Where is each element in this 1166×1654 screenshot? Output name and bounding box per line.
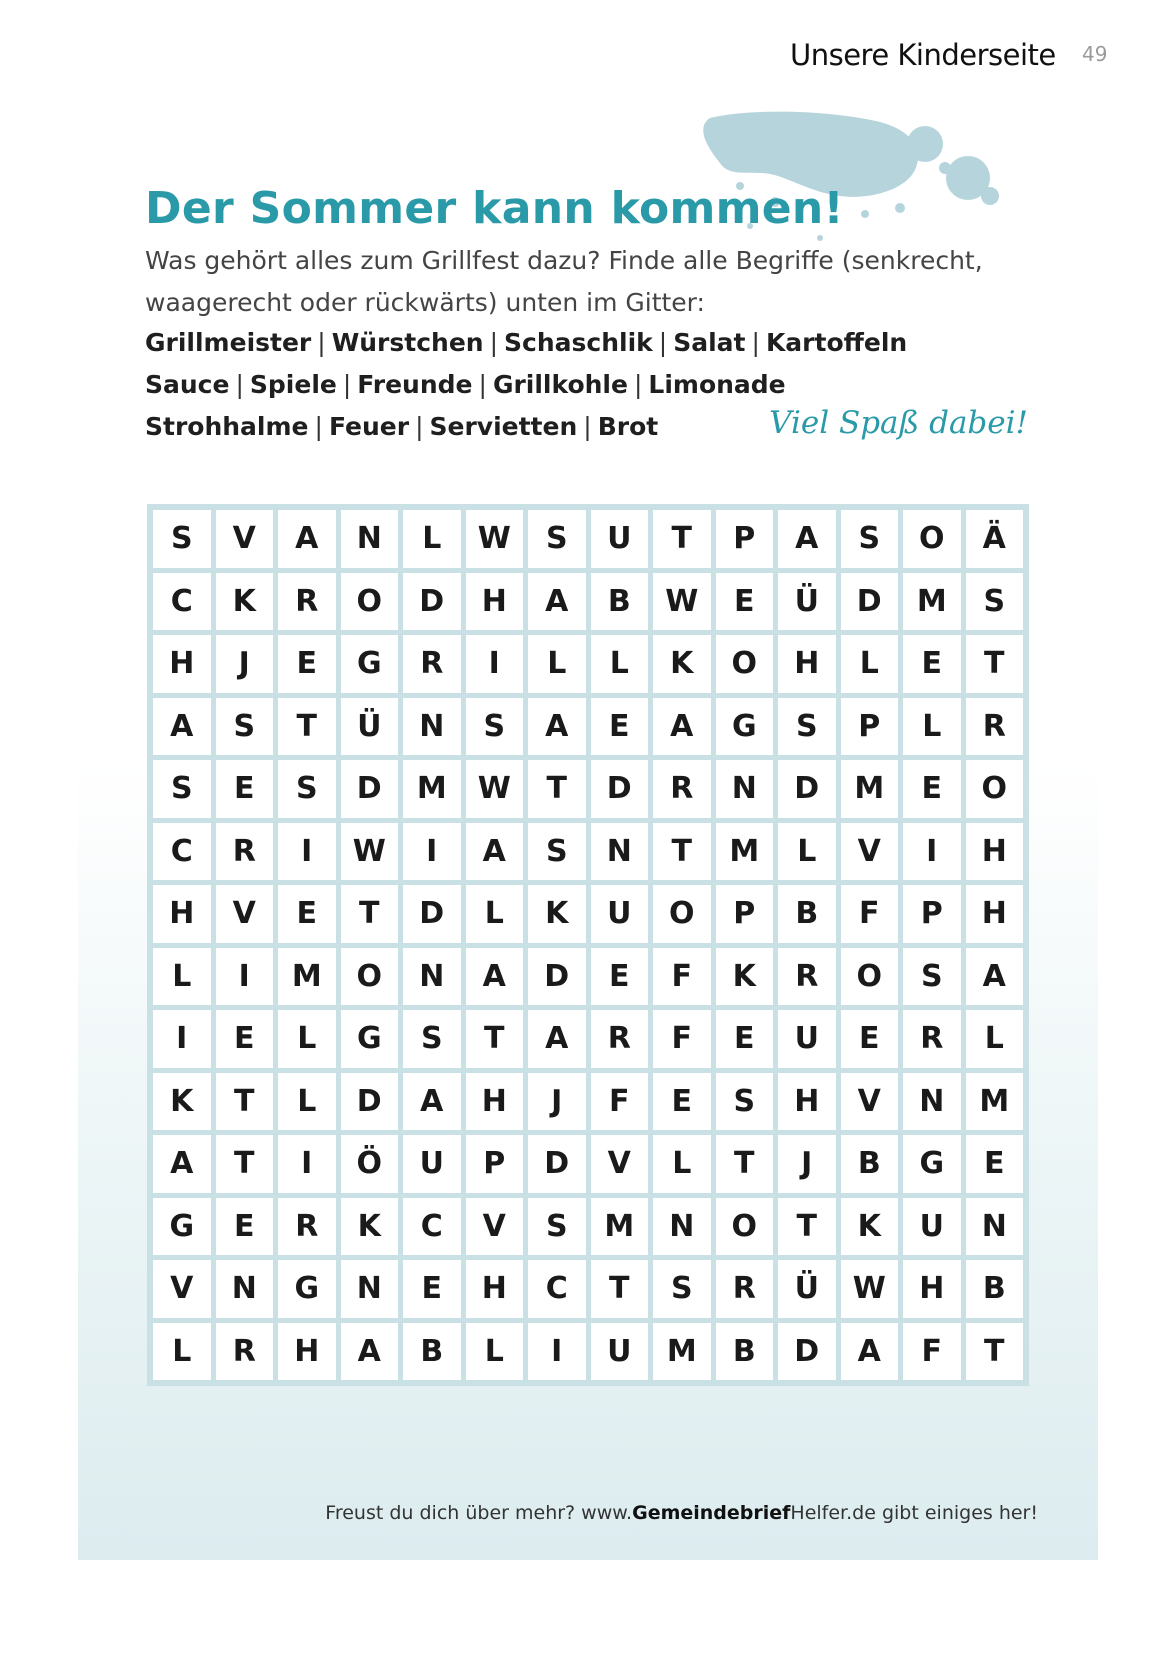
grid-cell: H <box>966 823 1024 881</box>
grid-cell: N <box>403 698 461 756</box>
grid-cell: L <box>903 698 961 756</box>
grid-cell: L <box>528 635 586 693</box>
grid-cell: O <box>341 948 399 1006</box>
grid-cell: M <box>966 1073 1024 1131</box>
grid-cell: H <box>278 1323 336 1381</box>
grid-cell: I <box>403 823 461 881</box>
grid-cell: D <box>341 1073 399 1131</box>
grid-cell: S <box>778 698 836 756</box>
grid-cell: M <box>716 823 774 881</box>
grid-cell: D <box>403 885 461 943</box>
grid-cell: H <box>153 635 211 693</box>
grid-cell: S <box>841 510 899 568</box>
grid-cell: A <box>528 698 586 756</box>
grid-cell: M <box>278 948 336 1006</box>
grid-cell: V <box>153 1260 211 1318</box>
grid-cell: T <box>216 1073 274 1131</box>
grid-cell: V <box>841 1073 899 1131</box>
grid-cell: H <box>466 573 524 631</box>
grid-cell: D <box>403 573 461 631</box>
grid-cell: S <box>216 698 274 756</box>
grid-cell: C <box>528 1260 586 1318</box>
grid-cell: O <box>341 573 399 631</box>
grid-cell: F <box>653 1010 711 1068</box>
grid-cell: N <box>966 1198 1024 1256</box>
grid-cell: H <box>466 1073 524 1131</box>
grid-cell: T <box>528 760 586 818</box>
grid-cell: S <box>153 760 211 818</box>
grid-cell: F <box>841 885 899 943</box>
search-word: Feuer <box>328 412 410 441</box>
grid-cell: A <box>778 510 836 568</box>
grid-cell: E <box>591 698 649 756</box>
grid-cell: C <box>153 573 211 631</box>
grid-cell: Ü <box>341 698 399 756</box>
word-separator: | <box>478 370 487 399</box>
grid-cell: G <box>716 698 774 756</box>
grid-cell: W <box>466 510 524 568</box>
search-word: Grillmeister <box>145 328 312 357</box>
footer-prefix: Freust du dich über mehr? www. <box>325 1502 633 1524</box>
grid-cell: D <box>591 760 649 818</box>
footer-brand-bold: Gemeindebrief <box>632 1502 791 1524</box>
grid-cell: K <box>528 885 586 943</box>
grid-cell: E <box>216 760 274 818</box>
grid-cell: R <box>903 1010 961 1068</box>
word-list-line <box>145 322 1005 364</box>
word-separator: | <box>583 412 592 441</box>
grid-cell: K <box>841 1198 899 1256</box>
grid-cell: T <box>778 1198 836 1256</box>
grid-cell: A <box>341 1323 399 1381</box>
grid-cell: L <box>466 885 524 943</box>
grid-cell: R <box>403 635 461 693</box>
grid-cell: J <box>528 1073 586 1131</box>
grid-cell: T <box>653 823 711 881</box>
grid-cell: U <box>591 1323 649 1381</box>
grid-cell: D <box>528 1135 586 1193</box>
grid-cell: I <box>903 823 961 881</box>
grid-cell: H <box>966 885 1024 943</box>
grid-cell: S <box>153 510 211 568</box>
grid-cell: H <box>778 635 836 693</box>
grid-cell: E <box>966 1135 1024 1193</box>
grid-cell: S <box>528 1198 586 1256</box>
grid-cell: R <box>278 573 336 631</box>
grid-cell: O <box>716 635 774 693</box>
grid-cell: S <box>466 698 524 756</box>
grid-cell: O <box>653 885 711 943</box>
grid-cell: Ü <box>778 573 836 631</box>
grid-cell: J <box>216 635 274 693</box>
word-separator: | <box>658 328 668 357</box>
grid-cell: E <box>216 1010 274 1068</box>
grid-cell: J <box>778 1135 836 1193</box>
grid-cell: N <box>403 948 461 1006</box>
grid-cell: C <box>153 823 211 881</box>
grid-cell: E <box>278 885 336 943</box>
grid-cell: O <box>903 510 961 568</box>
grid-cell: R <box>278 1198 336 1256</box>
grid-cell: O <box>966 760 1024 818</box>
grid-cell: W <box>466 760 524 818</box>
grid-cell: E <box>903 760 961 818</box>
grid-cell: L <box>403 510 461 568</box>
grid-cell: L <box>966 1010 1024 1068</box>
grid-cell: P <box>716 885 774 943</box>
grid-cell: N <box>716 760 774 818</box>
grid-cell: L <box>653 1135 711 1193</box>
grid-cell: B <box>591 573 649 631</box>
grid-cell: L <box>153 948 211 1006</box>
grid-cell: V <box>216 510 274 568</box>
grid-cell: B <box>716 1323 774 1381</box>
word-list-line <box>145 364 1005 406</box>
grid-cell: D <box>778 1323 836 1381</box>
page-number: 49 <box>1082 42 1108 66</box>
footer-note <box>325 1502 1038 1524</box>
grid-cell: K <box>716 948 774 1006</box>
grid-cell: E <box>841 1010 899 1068</box>
search-word: Sauce <box>145 370 230 399</box>
grid-cell: P <box>716 510 774 568</box>
grid-cell: L <box>841 635 899 693</box>
grid-cell: N <box>653 1198 711 1256</box>
grid-cell: G <box>153 1198 211 1256</box>
grid-cell: S <box>903 948 961 1006</box>
grid-cell: E <box>716 573 774 631</box>
search-word: Brot <box>597 412 659 441</box>
grid-cell: D <box>841 573 899 631</box>
grid-cell: H <box>153 885 211 943</box>
search-word: Salat <box>673 328 746 357</box>
grid-cell: R <box>778 948 836 1006</box>
grid-cell: N <box>341 1260 399 1318</box>
grid-cell: B <box>403 1323 461 1381</box>
word-separator: | <box>415 412 424 441</box>
grid-cell: B <box>778 885 836 943</box>
grid-cell: E <box>216 1198 274 1256</box>
grid-cell: E <box>716 1010 774 1068</box>
grid-cell: Ä <box>966 510 1024 568</box>
grid-cell: G <box>903 1135 961 1193</box>
grid-cell: U <box>903 1198 961 1256</box>
grid-cell: T <box>216 1135 274 1193</box>
grid-cell: L <box>278 1073 336 1131</box>
grid-cell: E <box>278 635 336 693</box>
grid-cell: T <box>653 510 711 568</box>
grid-cell: L <box>153 1323 211 1381</box>
footer-brand-rest: Helfer.de <box>790 1502 876 1524</box>
grid-cell: I <box>466 635 524 693</box>
grid-cell: S <box>966 573 1024 631</box>
grid-cell: Ö <box>341 1135 399 1193</box>
grid-cell: T <box>966 635 1024 693</box>
grid-cell: S <box>716 1073 774 1131</box>
grid-cell: V <box>841 823 899 881</box>
grid-cell: F <box>591 1073 649 1131</box>
grid-cell: W <box>841 1260 899 1318</box>
word-separator: | <box>235 370 244 399</box>
grid-cell: R <box>716 1260 774 1318</box>
grid-cell: C <box>403 1198 461 1256</box>
grid-cell: A <box>841 1323 899 1381</box>
search-word: Strohhalme <box>145 412 309 441</box>
grid-cell: I <box>278 1135 336 1193</box>
grid-cell: S <box>528 510 586 568</box>
grid-cell: K <box>341 1198 399 1256</box>
grid-cell: S <box>653 1260 711 1318</box>
footer-suffix: gibt einiges her! <box>875 1502 1038 1524</box>
grid-cell: I <box>528 1323 586 1381</box>
grid-cell: T <box>591 1260 649 1318</box>
grid-cell: K <box>153 1073 211 1131</box>
grid-cell: T <box>716 1135 774 1193</box>
grid-cell: I <box>278 823 336 881</box>
grid-cell: A <box>153 1135 211 1193</box>
grid-cell: U <box>591 885 649 943</box>
slogan: Viel Spaß dabei! <box>769 405 1028 441</box>
grid-cell: F <box>653 948 711 1006</box>
grid-cell: R <box>966 698 1024 756</box>
grid-cell: G <box>278 1260 336 1318</box>
grid-cell: D <box>341 760 399 818</box>
search-word: Schaschlik <box>504 328 653 357</box>
word-separator: | <box>633 370 643 399</box>
page-header-title: Unsere Kinderseite <box>790 38 1056 72</box>
grid-cell: I <box>153 1010 211 1068</box>
grid-cell: R <box>216 823 274 881</box>
grid-cell: K <box>216 573 274 631</box>
grid-cell: G <box>341 1010 399 1068</box>
search-word: Spiele <box>249 370 337 399</box>
word-separator: | <box>314 412 323 441</box>
grid-cell: U <box>591 510 649 568</box>
grid-cell: R <box>591 1010 649 1068</box>
grid-cell: A <box>153 698 211 756</box>
puzzle-heading: Der Sommer kann kommen! <box>145 183 844 234</box>
word-search-grid <box>147 504 1029 1386</box>
search-word: Würstchen <box>331 328 484 357</box>
grid-cell: K <box>653 635 711 693</box>
grid-cell: E <box>653 1073 711 1131</box>
grid-cell: A <box>403 1073 461 1131</box>
grid-cell: N <box>903 1073 961 1131</box>
grid-cell: T <box>466 1010 524 1068</box>
grid-cell: E <box>403 1260 461 1318</box>
grid-cell: O <box>841 948 899 1006</box>
grid-cell: W <box>341 823 399 881</box>
grid-cell: U <box>778 1010 836 1068</box>
grid-cell: A <box>528 1010 586 1068</box>
grid-cell: D <box>778 760 836 818</box>
grid-cell: M <box>903 573 961 631</box>
search-word: Servietten <box>429 412 578 441</box>
grid-cell: V <box>591 1135 649 1193</box>
search-word: Limonade <box>648 370 786 399</box>
grid-cell: R <box>653 760 711 818</box>
grid-cell: S <box>403 1010 461 1068</box>
grid-cell: A <box>466 823 524 881</box>
grid-cell: T <box>966 1323 1024 1381</box>
grid-cell: P <box>466 1135 524 1193</box>
grid-cell: F <box>903 1323 961 1381</box>
grid-cell: T <box>278 698 336 756</box>
grid-cell: H <box>778 1073 836 1131</box>
word-separator: | <box>751 328 760 357</box>
grid-cell: L <box>591 635 649 693</box>
grid-cell: S <box>528 823 586 881</box>
search-word: Grillkohle <box>492 370 628 399</box>
grid-cell: D <box>528 948 586 1006</box>
grid-cell: E <box>591 948 649 1006</box>
grid-cell: A <box>653 698 711 756</box>
search-word: Freunde <box>357 370 473 399</box>
grid-cell: S <box>278 760 336 818</box>
grid-cell: V <box>216 885 274 943</box>
puzzle-instructions: Was gehört alles zum Grillfest dazu? Finde alle Begriffe (senkrecht, waagerecht oder rückwärts) unten im Gitter: <box>145 246 983 317</box>
grid-cell: N <box>591 823 649 881</box>
grid-cell: N <box>341 510 399 568</box>
grid-cell: E <box>903 635 961 693</box>
grid-cell: U <box>403 1135 461 1193</box>
grid-cell: H <box>466 1260 524 1318</box>
grid-cell: V <box>466 1198 524 1256</box>
grid-cell: P <box>903 885 961 943</box>
word-separator: | <box>317 328 326 357</box>
grid-cell: A <box>966 948 1024 1006</box>
grid-cell: O <box>716 1198 774 1256</box>
grid-cell: Ü <box>778 1260 836 1318</box>
grid-cell: G <box>341 635 399 693</box>
grid-cell: R <box>216 1323 274 1381</box>
grid-cell: M <box>841 760 899 818</box>
grid-cell: M <box>653 1323 711 1381</box>
grid-cell: P <box>841 698 899 756</box>
grid-cell: A <box>528 573 586 631</box>
grid-cell: W <box>653 573 711 631</box>
word-separator: | <box>342 370 352 399</box>
grid-cell: A <box>466 948 524 1006</box>
grid-cell: B <box>966 1260 1024 1318</box>
grid-cell: L <box>278 1010 336 1068</box>
grid-cell: B <box>841 1135 899 1193</box>
grid-cell: I <box>216 948 274 1006</box>
grid-cell: T <box>341 885 399 943</box>
grid-cell: A <box>278 510 336 568</box>
grid-cell: M <box>591 1198 649 1256</box>
grid-cell: N <box>216 1260 274 1318</box>
word-separator: | <box>489 328 499 357</box>
grid-cell: L <box>778 823 836 881</box>
grid-cell: H <box>903 1260 961 1318</box>
search-word: Kartoffeln <box>765 328 908 357</box>
grid-cell: L <box>466 1323 524 1381</box>
grid-cell: M <box>403 760 461 818</box>
